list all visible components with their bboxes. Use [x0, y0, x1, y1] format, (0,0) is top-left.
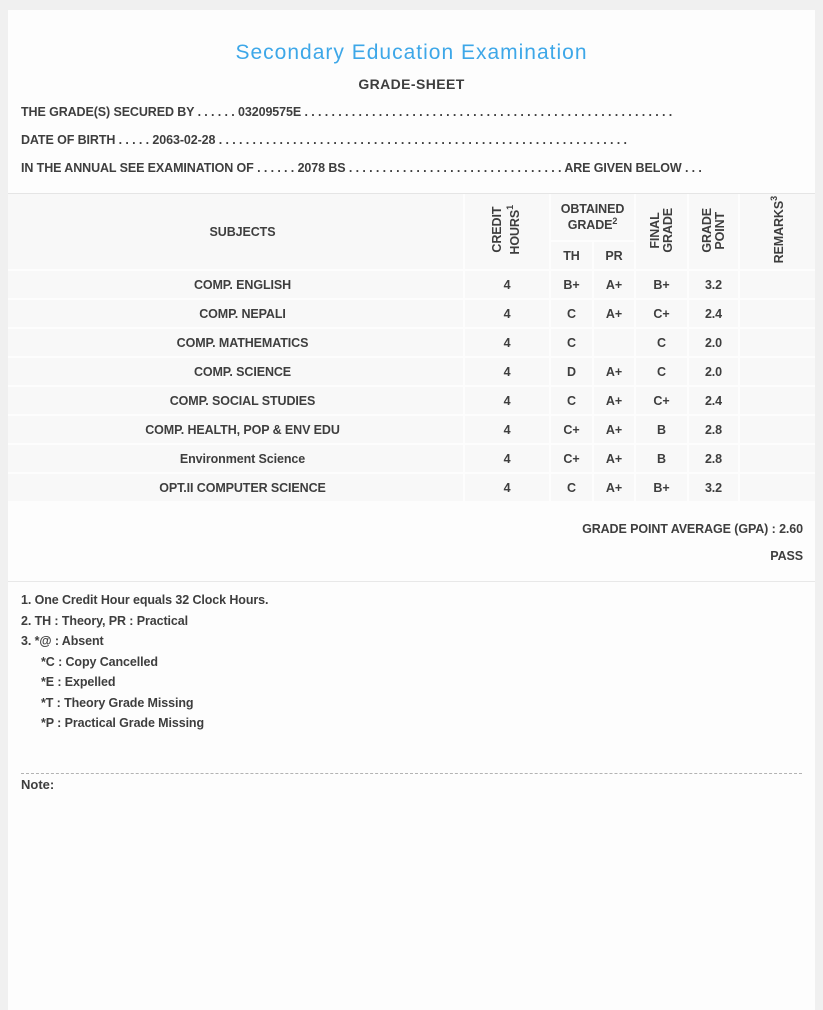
final-grade-vertical-label: FINAL GRADE [647, 207, 675, 253]
summary-block [8, 501, 815, 582]
footnote-copy-cancelled: *C : Copy Cancelled [41, 654, 158, 669]
grade-point-vertical-label: GRADE POINT [699, 207, 727, 253]
dot-leader: . . . . . . . . . . . . . . . . . . . . . . . . . . . . . . . . [348, 161, 562, 175]
footnote-th-pr: 2. TH : Theory, PR : Practical [21, 613, 188, 628]
subject-cell: COMP. MATHEMATICS [8, 329, 463, 356]
dot-leader: . . . . . [118, 133, 150, 147]
final-grade-cell: B+ [636, 474, 687, 501]
secured-by-label: THE GRADE(S) SECURED BY [21, 105, 195, 119]
info-block [8, 98, 815, 182]
symbol-number-value: 03209575E [238, 105, 302, 119]
header-th: TH [551, 242, 592, 269]
pr-grade-cell: A+ [594, 358, 634, 385]
dot-leader: . . . . . . . . . . . . . . . . . . . . . . . . . . . . . . . . . . . . . . . . . . . . . . . . . . . . . . . . . . . . . [218, 133, 627, 147]
credit-cell: 4 [465, 474, 549, 501]
pr-grade-cell: A+ [594, 387, 634, 414]
pr-grade-cell: A+ [594, 271, 634, 298]
exam-year-value: 2078 BS [297, 161, 346, 175]
remarks-cell [740, 474, 815, 501]
subject-cell: COMP. HEALTH, POP & ENV EDU [8, 416, 463, 443]
dot-leader: . . . . . . . . . . . . . . . . . . . . . . . . . . . . . . . . . . . . . . . . . . . . . . . . . . . . . . . [304, 105, 673, 119]
pr-grade-cell: A+ [594, 300, 634, 327]
header-subjects: SUBJECTS [8, 194, 463, 269]
subject-cell: COMP. ENGLISH [8, 271, 463, 298]
pr-grade-cell: A+ [594, 416, 634, 443]
table-row [8, 474, 815, 501]
grades-table [6, 192, 817, 503]
info-line-date-of-birth [21, 126, 802, 154]
th-grade-cell: C+ [551, 416, 592, 443]
remarks-cell [740, 271, 815, 298]
note-label: Note: [21, 776, 55, 792]
final-grade-cell: C+ [636, 300, 687, 327]
credit-hours-vertical-label: CREDIT HOURS$^1$ [490, 205, 523, 255]
final-grade-cell: C+ [636, 387, 687, 414]
remarks-cell [740, 387, 815, 414]
table-row [8, 416, 815, 443]
header-remarks [740, 194, 815, 269]
credit-cell: 4 [465, 300, 549, 327]
subject-cell: OPT.II COMPUTER SCIENCE [8, 474, 463, 501]
grade-sheet-card [8, 10, 815, 1010]
gpa-line [20, 516, 803, 543]
remarks-cell [740, 358, 815, 385]
final-grade-cell: B [636, 416, 687, 443]
remarks-vertical-label: REMARKS$^3$ [769, 196, 787, 264]
header-credit-hours [465, 194, 549, 269]
credit-cell: 4 [465, 387, 549, 414]
result-status: PASS [770, 549, 803, 563]
subject-cell: Environment Science [8, 445, 463, 472]
header-obtained-grade: OBTAINED GRADE$^2$ [551, 194, 634, 240]
credit-cell: 4 [465, 445, 549, 472]
table-row [8, 271, 815, 298]
subject-cell: COMP. NEPALI [8, 300, 463, 327]
grade-sheet-subtitle: GRADE-SHEET [358, 76, 465, 92]
grade-point-cell: 2.4 [689, 387, 738, 414]
footnote-absent: 3. *@ : Absent [21, 634, 104, 648]
header-grade-point [689, 194, 738, 269]
remarks-cell [740, 300, 815, 327]
exam-label: IN THE ANNUAL SEE EXAMINATION OF [21, 161, 254, 175]
th-grade-cell: C [551, 387, 592, 414]
footnote-expelled: *E : Expelled [41, 675, 116, 689]
result-line [20, 543, 803, 570]
grade-point-cell: 3.2 [689, 474, 738, 501]
final-grade-cell: C [636, 329, 687, 356]
th-grade-cell: D [551, 358, 592, 385]
credit-cell: 4 [465, 271, 549, 298]
final-grade-cell: C [636, 358, 687, 385]
remarks-cell [740, 416, 815, 443]
table-row [8, 358, 815, 385]
final-grade-cell: B [636, 445, 687, 472]
remarks-cell [740, 329, 815, 356]
dot-leader: . . . . . . [197, 105, 235, 119]
gpa-label: GRADE POINT AVERAGE (GPA) : [582, 522, 776, 536]
exam-suffix: ARE GIVEN BELOW . . . [564, 161, 702, 175]
grade-point-cell: 2.4 [689, 300, 738, 327]
final-grade-cell: B+ [636, 271, 687, 298]
grade-point-cell: 2.8 [689, 416, 738, 443]
dob-value: 2063-02-28 [152, 133, 216, 147]
footnote-practical-missing: *P : Practical Grade Missing [41, 716, 205, 730]
th-grade-cell: B+ [551, 271, 592, 298]
th-grade-cell: C [551, 474, 592, 501]
pr-grade-cell: A+ [594, 474, 634, 501]
grade-point-cell: 2.0 [689, 358, 738, 385]
grade-point-cell: 2.0 [689, 329, 738, 356]
pr-grade-cell: A+ [594, 445, 634, 472]
subject-cell: COMP. SOCIAL STUDIES [8, 387, 463, 414]
th-grade-cell: C [551, 329, 592, 356]
credit-cell: 4 [465, 329, 549, 356]
remarks-cell [740, 445, 815, 472]
table-row [8, 387, 815, 414]
dob-label: DATE OF BIRTH [21, 133, 116, 147]
table-row [8, 300, 815, 327]
page-title: Secondary Education Examination [235, 41, 588, 64]
grade-point-cell: 2.8 [689, 445, 738, 472]
footnote-credit-hours: 1. One Credit Hour equals 32 Clock Hours. [21, 593, 269, 607]
dot-leader: . . . . . . [257, 161, 295, 175]
header-final-grade [636, 194, 687, 269]
subject-cell: COMP. SCIENCE [8, 358, 463, 385]
grades-table-wrap [8, 193, 815, 503]
th-grade-cell: C+ [551, 445, 592, 472]
pr-grade-cell [594, 329, 634, 356]
th-grade-cell: C [551, 300, 592, 327]
info-line-secured-by [21, 98, 802, 126]
table-row [8, 445, 815, 472]
gpa-value: 2.60 [779, 522, 803, 536]
table-row [8, 329, 815, 356]
credit-cell: 4 [465, 416, 549, 443]
footnote-theory-missing: *T : Theory Grade Missing [41, 695, 194, 710]
header-pr: PR [594, 242, 634, 269]
info-line-examination [21, 154, 802, 182]
credit-cell: 4 [465, 358, 549, 385]
footnotes-block [8, 582, 815, 734]
grade-point-cell: 3.2 [689, 271, 738, 298]
